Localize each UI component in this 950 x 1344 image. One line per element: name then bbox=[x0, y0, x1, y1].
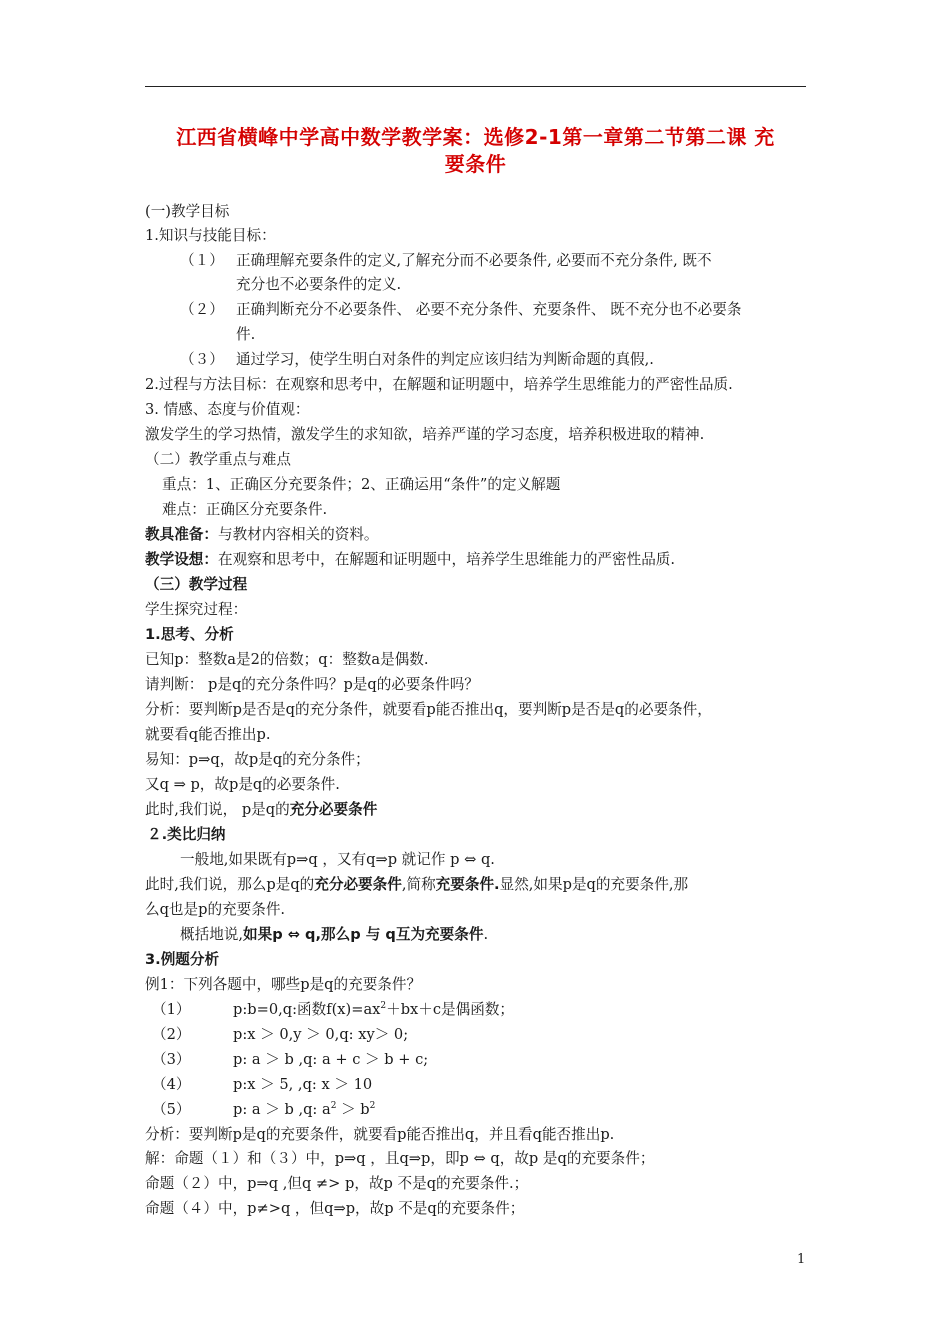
part-3-heading: 3.例题分析 bbox=[145, 951, 220, 968]
example-item-3: p: a ＞ b ,q: a + c ＞ b + c; bbox=[233, 1051, 429, 1068]
goal-2-text: 正确判断充分不必要条件、 必要不充分条件、充要条件、 既不充分也不必要条 bbox=[236, 301, 742, 318]
example-item-5-b: ＞ b bbox=[336, 1101, 370, 1118]
section-2-heading: （二）教学重点与难点 bbox=[145, 451, 291, 468]
example-item-2-number: （2） bbox=[152, 1026, 191, 1043]
part-1-analysis-cont: 就要看q能否推出p. bbox=[145, 726, 271, 743]
example-item-5-a: p: a ＞ b ,q: a bbox=[233, 1101, 331, 1118]
example-item-1-b: ＋bx＋c是偶函数； bbox=[386, 1001, 515, 1018]
key-point: 重点：1、正确区分充要条件；2、正确运用“条件”的定义解题 bbox=[162, 476, 561, 493]
part-2-statement-term-1: 充分必要条件 bbox=[314, 876, 402, 893]
part-2-summary bbox=[180, 924, 488, 946]
part-1-conclusion-term: 充分必要条件 bbox=[289, 801, 378, 818]
part-2-statement bbox=[145, 874, 688, 896]
part-2-statement-cont: 么q也是p的充要条件. bbox=[145, 901, 286, 918]
document-title-line-2: 要条件 bbox=[444, 152, 507, 176]
solution-line-1: 解：命题（１）和（３）中，p⇒q ，且q⇒p，即p ⇔ q，故p 是q的充要条件； bbox=[145, 1150, 655, 1167]
example-item-5-exponent-2: 2 bbox=[369, 1101, 376, 1112]
part-1-heading: 1.思考、分析 bbox=[145, 626, 234, 643]
solution-line-3: 命题（４）中，p≠>q ，但q⇒p，故p 不是q的充要条件； bbox=[145, 1200, 525, 1217]
example-item-1-exponent: 2 bbox=[380, 1001, 387, 1012]
part-1-question: 请判断： p是q的充分条件吗？p是q的必要条件吗？ bbox=[145, 676, 479, 693]
process-goal: 2.过程与方法目标：在观察和思考中，在解题和证明题中，培养学生思维能力的严密性品质. bbox=[145, 376, 733, 393]
goal-1-text-cont: 充分也不必要条件的定义. bbox=[236, 276, 402, 293]
part-1-analysis: 分析：要判断p是否是q的充分条件，就要看p能否推出q，要判断p是否是q的必要条件， bbox=[145, 701, 712, 718]
page-number: 1 bbox=[797, 1252, 806, 1267]
goal-1-text: 正确理解充要条件的定义,了解充分而不必要条件, 必要而不充分条件, 既不 bbox=[236, 252, 712, 269]
part-1-necessary: 又q ⇒ p，故p是q的必要条件. bbox=[145, 776, 340, 793]
part-2-summary-term: 如果p ⇔ q,那么p 与 q互为充要条件 bbox=[243, 926, 484, 943]
teaching-aids bbox=[145, 524, 379, 546]
part-2-statement-text-3: 显然,如果p是q的充要条件,那 bbox=[499, 876, 689, 893]
example-item-3-number: （3） bbox=[152, 1051, 191, 1068]
goal-2-number: （２） bbox=[180, 301, 224, 318]
attitude-goal-text: 激发学生的学习热情，激发学生的求知欲，培养严谨的学习态度，培养积极进取的精神. bbox=[145, 426, 705, 443]
part-1-conclusion bbox=[145, 799, 377, 821]
example-item-1-a: p:b=0,q:函数f(x)=ax bbox=[233, 1001, 381, 1018]
goal-3-number: （３） bbox=[180, 351, 224, 368]
difficult-point: 难点：正确区分充要条件. bbox=[162, 501, 328, 518]
solution-line-2: 命题（２）中，p⇒q ,但q ≠> p，故p 不是q的充要条件.； bbox=[145, 1175, 529, 1192]
part-2-definition: 一般地,如果既有p⇒q ，又有q⇒p 就记作 p ⇔ q. bbox=[180, 851, 495, 868]
part-2-summary-text: 概括地说, bbox=[180, 926, 244, 943]
example-item-4: p:x ＞ 5, ,q: x ＞ 10 bbox=[233, 1076, 373, 1093]
example-item-5 bbox=[233, 1099, 375, 1121]
section-1-heading: (一)教学目标 bbox=[145, 203, 230, 220]
teaching-design-text: 在观察和思考中，在解题和证明题中，培养学生思维能力的严密性品质. bbox=[217, 551, 676, 568]
section-3-heading: （三）教学过程 bbox=[145, 576, 248, 593]
example-analysis: 分析：要判断p是q的充要条件，就要看p能否推出q，并且看q能否推出p. bbox=[145, 1126, 615, 1143]
header-rule bbox=[145, 86, 806, 87]
example-item-5-number: （5） bbox=[152, 1101, 191, 1118]
example-item-4-number: （4） bbox=[152, 1076, 191, 1093]
part-1-sufficient: 易知：p⇒q，故p是q的充分条件； bbox=[145, 751, 370, 768]
part-2-summary-period: . bbox=[483, 926, 489, 943]
example-1-prompt: 例1：下列各题中，哪些p是q的充要条件？ bbox=[145, 976, 422, 993]
part-2-statement-text-1: 此时,我们说，那么p是q的 bbox=[145, 876, 315, 893]
teaching-design bbox=[145, 549, 675, 571]
teaching-aids-text: 与教材内容相关的资料。 bbox=[217, 526, 379, 543]
attitude-goal-heading: 3. 情感、态度与价值观： bbox=[145, 401, 310, 418]
example-item-5-exponent-1: 2 bbox=[330, 1101, 337, 1112]
goal-3-text: 通过学习，使学生明白对条件的判定应该归结为判断命题的真假,. bbox=[236, 351, 654, 368]
example-item-1 bbox=[233, 999, 514, 1021]
student-inquiry: 学生探究过程： bbox=[145, 601, 248, 618]
example-item-1-number: （1） bbox=[152, 1001, 191, 1018]
part-2-statement-text-2: ,简称 bbox=[401, 876, 436, 893]
example-item-2: p:x ＞ 0,y ＞ 0,q: xy＞ 0; bbox=[233, 1026, 409, 1043]
part-1-given: 已知p：整数a是2的倍数；q：整数a是偶数. bbox=[145, 651, 429, 668]
teaching-aids-label: 教具准备： bbox=[145, 526, 218, 543]
document-title-line-1: 江西省横峰中学高中数学教学案：选修2-1第一章第二节第二课 充 bbox=[176, 125, 775, 149]
part-2-statement-term-2: 充要条件. bbox=[435, 876, 500, 893]
knowledge-goal-heading: 1.知识与技能目标： bbox=[145, 227, 276, 244]
part-2-heading: ２.类比归纳 bbox=[147, 826, 226, 843]
teaching-design-label: 教学设想： bbox=[145, 551, 218, 568]
goal-1-number: （１） bbox=[180, 252, 224, 269]
goal-2-text-cont: 件. bbox=[236, 326, 256, 343]
part-1-conclusion-text: 此时,我们说， p是q的 bbox=[145, 801, 290, 818]
